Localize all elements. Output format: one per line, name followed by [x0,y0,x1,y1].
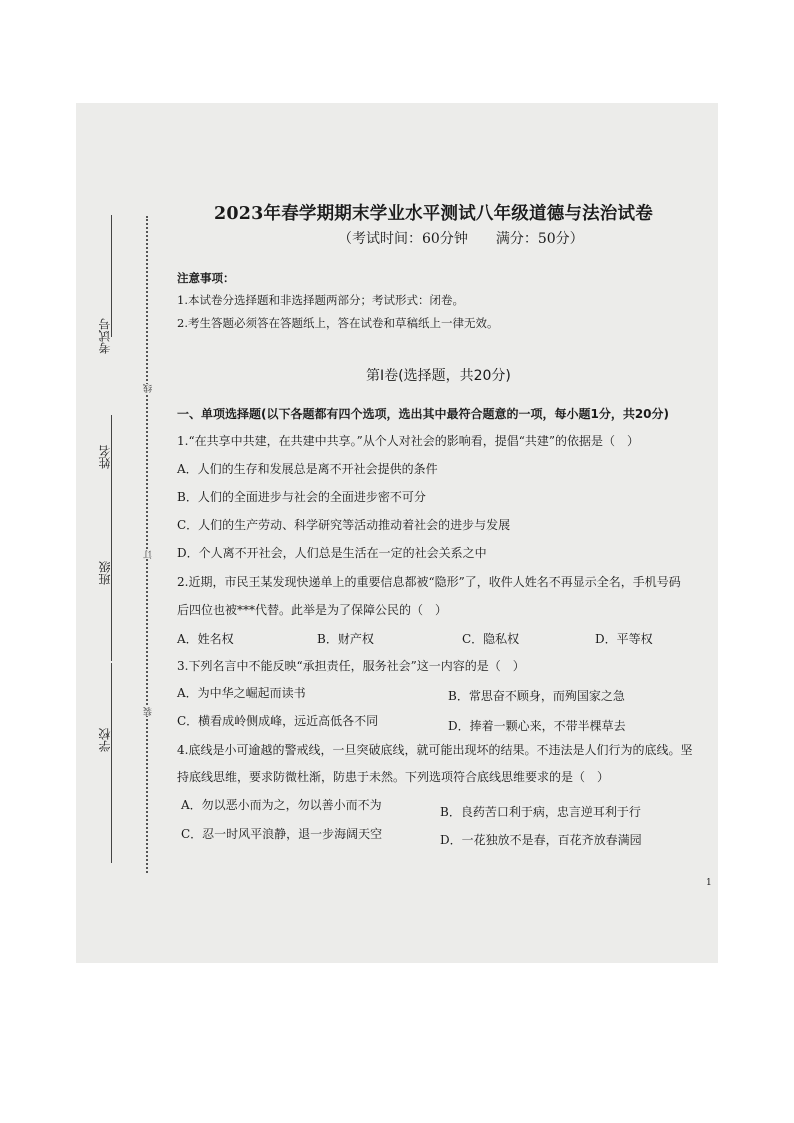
question-4-stem-line-1: 4.底线是小可逾越的警戒线，一旦突破底线，就可能出现坏的结果。不违法是人们行为的底线。坚 [177,743,693,757]
question-1-option-d: D．个人离不开社会，人们总是生活在一定的社会关系之中 [177,546,487,560]
page-number: 1 [706,878,712,888]
exam-subtitle: （考试时间：60分钟 满分：50分） [338,231,584,247]
name-label: 姓名 [98,445,112,469]
question-2-option-c: C．隐私权 [462,632,520,646]
school-label: 学校 [98,728,112,752]
question-3-stem: 3.下列名言中不能反映“承担责任，服务社会”这一内容的是（ ） [177,659,525,673]
question-3-option-d: D．捧着一颗心来，不带半棵草去 [448,719,626,733]
note-item: 2.考生答题必须答在答题纸上，答在试卷和草稿纸上一律无效。 [177,316,499,330]
question-2-stem-line-1: 2.近期，市民王某发现快递单上的重要信息都被“隐形”了，收件人姓名不再显示全名，手机号码 [177,575,681,589]
question-3-option-a: A．为中华之崛起而读书 [177,686,306,700]
binding-dotted-line [146,216,148,873]
school-underline [111,663,112,863]
section-title: 第Ⅰ卷(选择题，共20分) [366,368,511,384]
exam-paper [76,103,718,963]
binding-mark-bind: 订 [144,550,154,559]
question-3-option-c: C．横看成岭侧成峰，远近高低各不同 [177,714,379,728]
question-3-option-b: B．常思奋不顾身，而殉国家之急 [448,689,625,703]
question-2-option-a: A．姓名权 [177,632,234,646]
question-2-option-b: B．财产权 [317,632,374,646]
question-1-option-c: C．人们的生产劳动、科学研究等活动推动着社会的进步与发展 [177,518,511,532]
question-2-option-d: D．平等权 [595,632,653,646]
part-heading: 一、单项选择题(以下各题都有四个选项，选出其中最符合题意的一项，每小题1分，共20分) [177,407,670,421]
question-4-option-b: B．良药苦口利于病，忠言逆耳利于行 [440,805,641,819]
binding-mark-line: 线 [144,384,154,393]
question-1-option-a: A．人们的生存和发展总是离不开社会提供的条件 [177,462,438,476]
exam-title: 2023年春学期期末学业水平测试八年级道德与法治试卷 [214,204,653,224]
question-1-stem: 1.“在共享中共建，在共建中共享。”从个人对社会的影响看，提倡“共建”的依据是（ ） [177,434,639,448]
notes-heading: 注意事项： [177,271,235,285]
question-4-option-a: A．勿以恶小而为之，勿以善小而不为 [181,798,382,812]
question-1-option-b: B．人们的全面进步与社会的全面进步密不可分 [177,490,426,504]
question-4-option-c: C．忍一时风平浪静，退一步海阔天空 [181,827,383,841]
question-4-option-d: D．一花独放不是春，百花齐放春满园 [440,833,642,847]
question-4-stem-line-2: 持底线思维，要求防微杜渐，防患于未然。下列选项符合底线思维要求的是（ ） [177,770,610,784]
exam-number-label: 考试号 [98,318,112,354]
class-label: 班级 [98,561,112,585]
note-item: 1.本试卷分选择题和非选择题两部分；考试形式：闭卷。 [177,293,464,307]
question-2-stem-line-2: 后四位也被***代替。此举是为了保障公民的（ ） [177,603,448,617]
binding-mark-staple: 装 [144,707,154,716]
